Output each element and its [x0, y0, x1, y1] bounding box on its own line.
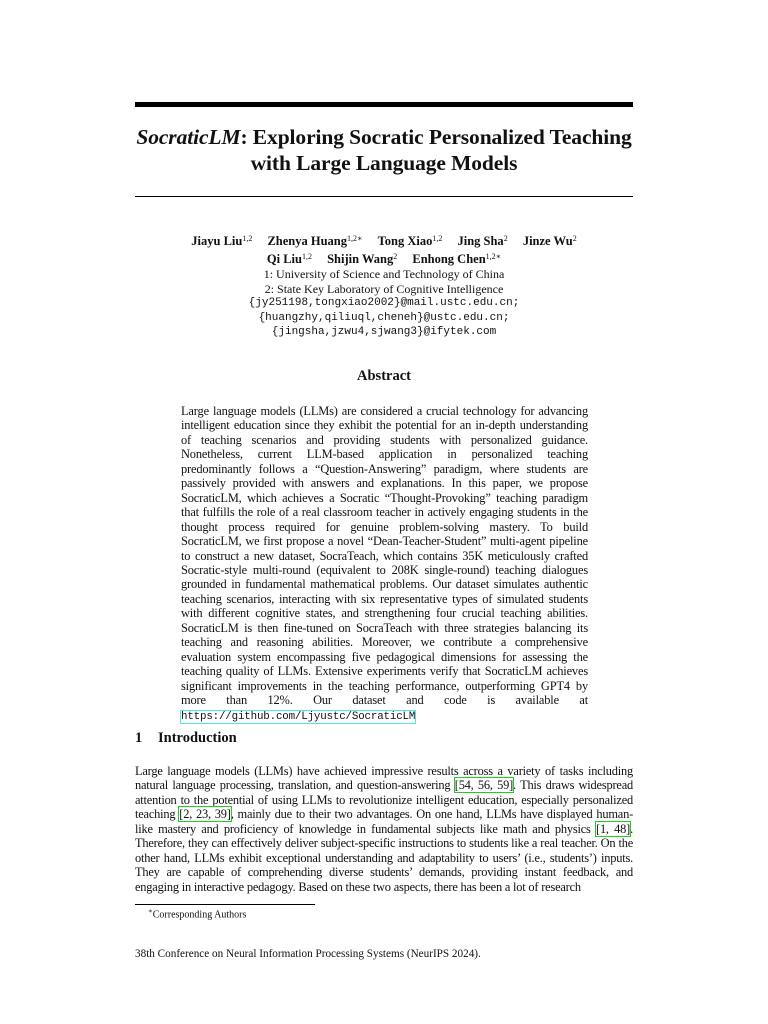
- title-main: : Exploring Socratic Personalized Teaching: [240, 125, 632, 149]
- author-affil: 2: [572, 234, 577, 243]
- abstract-body: [181, 404, 588, 724]
- title-top-rule: [135, 102, 633, 107]
- author-name: Jinze Wu: [522, 234, 573, 248]
- citation-link[interactable]: [2, 23, 39]: [179, 807, 231, 822]
- author-affil: 1,2∗: [485, 252, 502, 261]
- intro-text: . This draws widespread attention to the potential of using LLMs to revolutionize intelligent education, especially personalized teaching: [135, 778, 633, 822]
- title-bottom-rule: [135, 196, 633, 197]
- author-affil: 1,2: [242, 234, 253, 243]
- title-line-2: with Large Language Models: [250, 151, 518, 175]
- author-row-2: [120, 249, 648, 267]
- author-affil: 1,2: [432, 234, 443, 243]
- title-system-name: SocraticLM: [136, 125, 241, 149]
- author-row-1: [120, 231, 648, 249]
- venue-note: 38th Conference on Neural Information Processing Systems (NeurIPS 2024).: [135, 948, 481, 960]
- intro-text: . Therefore, they can effectively deliver subject-specific instructions to students like a real teacher. On the other hand, LLMs exhibit exceptional understanding and adaptability to users’ (i.e., students’) inputs. They are capable of comprehending diverse students’ demands, providing instant feedback, and engaging in interactive pedagogy. Based on these two aspects, there has been a lot of research: [135, 821, 633, 894]
- footnote-text: Corresponding Authors: [152, 909, 247, 921]
- intro-text: , mainly due to their two advantages. On one hand, LLMs have displayed human-like mastery and proficiency of knowledge in fundamental subjects like math and physics: [135, 807, 634, 836]
- footnote-mark: ∗: [148, 907, 153, 915]
- email-line: {huangzhy,qiliuql,cheneh}@ustc.edu.cn;: [258, 311, 510, 324]
- author-affil: 2: [503, 234, 508, 243]
- intro-text: Large language models (LLMs) have achieved impressive results across a variety of tasks including natural language processing, translation, and question-answering: [135, 764, 633, 793]
- author-name: Shijin Wang: [327, 252, 394, 266]
- affiliation-1: 1: University of Science and Technology of China: [263, 267, 505, 281]
- paper-title: [120, 124, 648, 176]
- abstract-heading: Abstract: [357, 368, 411, 384]
- author-name: Jiayu Liu: [191, 234, 243, 248]
- author-name: Enhong Chen: [412, 252, 486, 266]
- section-number: 1: [135, 730, 143, 746]
- section-title: Introduction: [158, 730, 237, 746]
- introduction-paragraph: [135, 764, 633, 894]
- section-heading-introduction: [135, 730, 237, 747]
- author-name: Jing Sha: [457, 234, 504, 248]
- abstract-text: Large language models (LLMs) are considered a crucial technology for advancing intelligent education since they exhibit the potential for an in-depth understanding of teaching scenarios and providing students with personalized guidance. Nonetheless, current LLM-based application in personalized teaching predominantly follows a “Question-Answering” paradigm, where students are passively provided with answers and explanations. In this paper, we propose SocraticLM, which achieves a Socratic “Thought-Provoking” teaching paradigm that fulfills the role of a real classroom teacher in actively engaging students in the thought process required for genuine problem-solving mastery. To build SocraticLM, we first propose a novel “Dean-Teacher-Student” multi-agent pipeline to construct a new dataset, SocraTeach, which contains 35K meticulously crafted Socratic-style multi-round (equivalent to 208K single-round) teaching dialogues grounded in fundamental mathematical problems. Our dataset simulates authentic teaching scenarios, interacting with six representative types of simulated students with different cognitive states, and strengthening four crucial teaching abilities. SocraticLM is then fine-tuned on SocraTeach with three strategies balancing its teaching and reasoning abilities. Moreover, we contribute a comprehensive evaluation system encompassing five pedagogical dimensions for assessing the teaching quality of LLMs. Extensive experiments verify that SocraticLM achieves significant improvements in the teaching performance, outperforming GPT4 by more than 12%. Our dataset and code is available at: [181, 404, 588, 708]
- github-link[interactable]: https://github.com/Ljyustc/SocraticLM: [181, 710, 416, 723]
- author-affil: 1,2∗: [347, 234, 363, 243]
- email-line: {jy251198,tongxiao2002}@mail.ustc.edu.cn;: [248, 297, 520, 310]
- affiliation-2: 2: State Key Laboratory of Cognitive Intelligence: [264, 281, 504, 296]
- citation-link[interactable]: [1, 48]: [596, 821, 631, 836]
- footnote: [148, 907, 246, 920]
- author-name: Zhenya Huang: [267, 234, 347, 248]
- author-name: Tong Xiao: [377, 234, 433, 248]
- author-affil: 1,2: [301, 252, 312, 261]
- citation-link[interactable]: [54, 56, 59]: [454, 778, 514, 793]
- author-affil: 2: [393, 252, 398, 261]
- email-line: {jingsha,jzwu4,sjwang3}@ifytek.com: [271, 326, 497, 339]
- author-name: Qi Liu: [266, 252, 302, 266]
- author-block: [120, 231, 648, 340]
- footnote-rule: [135, 904, 315, 905]
